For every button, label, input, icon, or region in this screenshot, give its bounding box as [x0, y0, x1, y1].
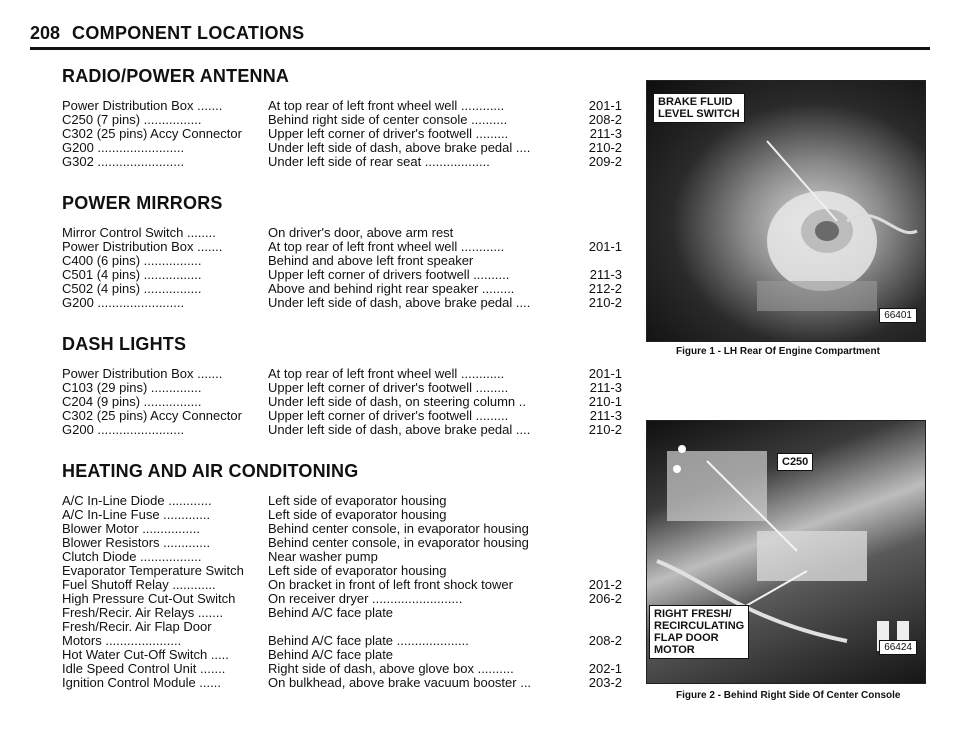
section-radio-power-antenna — [62, 66, 622, 169]
component-location: On bulkhead, above brake vacuum booster ... — [268, 676, 532, 690]
list-item — [62, 254, 622, 268]
label-line: FLAP DOOR — [654, 632, 719, 644]
component-location — [268, 620, 574, 634]
figure-ref — [574, 508, 622, 522]
component-location: On driver's door, above arm rest — [268, 226, 454, 240]
figure-ref — [574, 606, 622, 620]
label-line: BRAKE FLUID — [658, 96, 733, 108]
list-item — [62, 578, 622, 592]
section-power-mirrors — [62, 193, 622, 310]
figure-ref: 201-1 — [588, 239, 622, 254]
component-location: At top rear of left front wheel well ............ — [268, 99, 505, 113]
list-item — [62, 592, 622, 606]
component-name: Power Distribution Box ....... — [62, 240, 223, 254]
list-item — [62, 662, 622, 676]
figure-ref: 201-1 — [588, 366, 622, 381]
component-location: Behind center console, in evaporator housing — [268, 522, 529, 536]
component-location: Behind A/C face plate — [268, 606, 394, 620]
component-location: At top rear of left front wheel well ............ — [268, 367, 505, 381]
list-item — [62, 367, 622, 381]
flap-door-motor-label — [649, 605, 749, 659]
list-item — [62, 395, 622, 409]
section-heading: RADIO/POWER ANTENNA — [62, 66, 290, 86]
component-list — [62, 66, 622, 714]
component-location: Behind right side of center console .......... — [268, 113, 508, 127]
figure-ref: 211-3 — [589, 267, 622, 282]
component-name: Power Distribution Box ....... — [62, 99, 223, 113]
component-name: Clutch Diode ................. — [62, 550, 202, 564]
figure-ref: 211-3 — [589, 380, 622, 395]
figure-ref: 203-2 — [588, 675, 622, 690]
list-item — [62, 508, 622, 522]
component-name: Idle Speed Control Unit ....... — [62, 662, 226, 676]
component-location: Behind and above left front speaker — [268, 254, 474, 268]
component-location: Behind A/C face plate — [268, 648, 394, 662]
list-item — [62, 113, 622, 127]
list-item — [62, 564, 622, 578]
label-line: LEVEL SWITCH — [658, 108, 740, 120]
list-item — [62, 282, 622, 296]
figure-ref — [574, 494, 622, 508]
component-location: At top rear of left front wheel well ............ — [268, 240, 505, 254]
figure-ref — [574, 620, 622, 634]
list-item — [62, 240, 622, 254]
list-item — [62, 127, 622, 141]
section-heading: POWER MIRRORS — [62, 193, 223, 213]
list-item — [62, 648, 622, 662]
component-name: Fresh/Recir. Air Relays ....... — [62, 606, 224, 620]
figure-2-photo — [646, 420, 926, 684]
page-number: 208 — [30, 23, 61, 43]
component-location: On receiver dryer ......................... — [268, 592, 463, 606]
figure-ref: 202-1 — [588, 661, 622, 676]
figure-1-photo — [646, 80, 926, 342]
list-item — [62, 522, 622, 536]
component-name: Fuel Shutoff Relay ............ — [62, 578, 216, 592]
figure-ref: 211-3 — [589, 126, 622, 141]
figure-ref: 208-2 — [588, 112, 622, 127]
component-name: A/C In-Line Fuse ............. — [62, 508, 211, 522]
figure-ref: 208-2 — [588, 633, 622, 648]
photo-number: 66401 — [879, 308, 917, 323]
figure-ref — [574, 648, 622, 662]
figure-ref: 206-2 — [588, 591, 622, 606]
figure-1-caption: Figure 1 - LH Rear Of Engine Compartment — [676, 346, 880, 357]
component-name: Mirror Control Switch ........ — [62, 226, 216, 240]
section-dash-lights — [62, 334, 622, 437]
component-location: Under left side of dash, on steering column .. — [268, 395, 526, 409]
component-name: C501 (4 pins) ................ — [62, 268, 202, 282]
component-location: Under left side of dash, above brake pedal .... — [268, 296, 531, 310]
figure-ref — [574, 536, 622, 550]
figure-ref: 211-3 — [589, 408, 622, 423]
list-item — [62, 620, 622, 634]
list-item — [62, 606, 622, 620]
list-item — [62, 381, 622, 395]
list-item — [62, 155, 622, 169]
section-heating-air-conditioning — [62, 461, 622, 690]
list-item — [62, 268, 622, 282]
component-location: Upper left corner of driver's footwell ......... — [268, 409, 509, 423]
list-item — [62, 634, 622, 648]
figure-2-caption: Figure 2 - Behind Right Side Of Center Console — [676, 690, 901, 701]
component-name: C250 (7 pins) ................ — [62, 113, 202, 127]
figure-ref — [574, 550, 622, 564]
c250-label: C250 — [777, 453, 813, 471]
component-location: Left side of evaporator housing — [268, 494, 447, 508]
component-location: Left side of evaporator housing — [268, 508, 447, 522]
component-location: Under left side of dash, above brake pedal .... — [268, 423, 531, 437]
component-location: On bracket in front of left front shock tower — [268, 578, 513, 592]
figure-ref: 201-2 — [588, 577, 622, 592]
figure-ref: 212-2 — [588, 281, 622, 296]
component-name: C502 (4 pins) ................ — [62, 282, 202, 296]
component-name: Motors ..................... — [62, 634, 182, 648]
label-line: RIGHT FRESH/ — [654, 608, 732, 620]
component-name: A/C In-Line Diode ............ — [62, 494, 212, 508]
section-heading: HEATING AND AIR CONDITONING — [62, 461, 359, 481]
component-location: Behind center console, in evaporator housing — [268, 536, 529, 550]
label-line: MOTOR — [654, 644, 695, 656]
component-name: C302 (25 pins) Accy Connector — [62, 127, 242, 141]
component-location: Upper left corner of drivers footwell .......... — [268, 268, 510, 282]
component-location: Behind A/C face plate .................... — [268, 634, 469, 648]
component-name: G200 ........................ — [62, 423, 185, 437]
figure-ref — [574, 564, 622, 578]
component-location: Upper left corner of driver's footwell ......... — [268, 381, 509, 395]
page-header — [30, 20, 930, 50]
figure-ref: 209-2 — [588, 154, 622, 169]
figure-ref: 201-1 — [588, 98, 622, 113]
list-item — [62, 676, 622, 690]
list-item — [62, 296, 622, 310]
component-location: Near washer pump — [268, 550, 378, 564]
list-item — [62, 141, 622, 155]
component-name: C204 (9 pins) ................ — [62, 395, 202, 409]
component-name: Blower Motor ................ — [62, 522, 200, 536]
list-item — [62, 99, 622, 113]
component-name: G200 ........................ — [62, 141, 185, 155]
component-name: High Pressure Cut-Out Switch — [62, 592, 236, 606]
component-name: C400 (6 pins) ................ — [62, 254, 202, 268]
component-location: Left side of evaporator housing — [268, 564, 447, 578]
component-name: Evaporator Temperature Switch — [62, 564, 244, 578]
figure-ref: 210-2 — [588, 422, 622, 437]
component-name: Ignition Control Module ...... — [62, 676, 221, 690]
brake-fluid-label — [653, 93, 745, 123]
figure-ref — [574, 226, 622, 240]
component-name: G200 ........................ — [62, 296, 185, 310]
component-name: Hot Water Cut-Off Switch ..... — [62, 648, 229, 662]
list-item — [62, 409, 622, 423]
figure-ref: 210-2 — [588, 295, 622, 310]
figure-ref — [574, 522, 622, 536]
list-item — [62, 226, 622, 240]
component-location: Above and behind right rear speaker ......... — [268, 282, 515, 296]
component-name: C302 (25 pins) Accy Connector — [62, 409, 242, 423]
figure-ref: 210-2 — [588, 140, 622, 155]
component-name: G302 ........................ — [62, 155, 185, 169]
list-item — [62, 423, 622, 437]
component-location: Under left side of rear seat .................. — [268, 155, 490, 169]
component-location: Right side of dash, above glove box .......... — [268, 662, 514, 676]
figure-ref: 210-1 — [588, 394, 622, 409]
component-name: C103 (29 pins) .............. — [62, 381, 202, 395]
figure-ref — [574, 254, 622, 268]
list-item — [62, 536, 622, 550]
photo-number: 66424 — [879, 640, 917, 655]
component-location: Under left side of dash, above brake pedal .... — [268, 141, 531, 155]
page-title: COMPONENT LOCATIONS — [72, 23, 305, 43]
section-heading: DASH LIGHTS — [62, 334, 187, 354]
component-name: Fresh/Recir. Air Flap Door — [62, 620, 212, 634]
component-name: Blower Resistors ............. — [62, 536, 211, 550]
component-name: Power Distribution Box ....... — [62, 367, 223, 381]
label-line: RECIRCULATING — [654, 620, 745, 632]
list-item — [62, 494, 622, 508]
component-location: Upper left corner of driver's footwell ......... — [268, 127, 509, 141]
list-item — [62, 550, 622, 564]
